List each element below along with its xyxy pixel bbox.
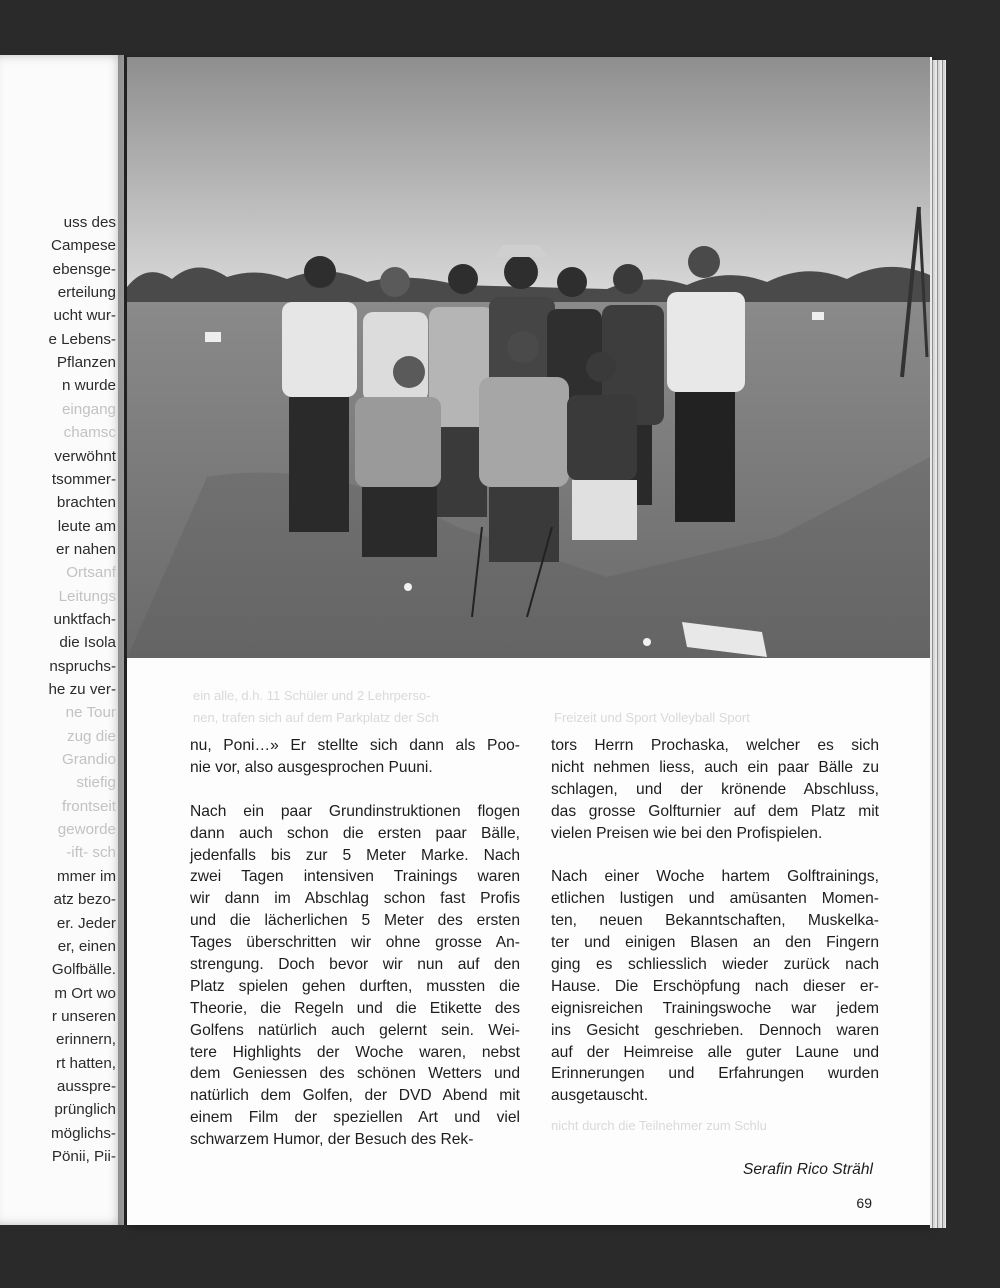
text-line: Golfens natürlich auch gelernt sein. Wei-: [190, 1021, 520, 1039]
left-page-text-line: chamsc: [63, 424, 116, 442]
left-page-text-line: möglichs-: [51, 1124, 116, 1142]
left-page-text-line: atz bezo-: [53, 891, 116, 909]
left-page-text-line: ne Tour: [65, 704, 116, 722]
text-line: nu, Poni…» Er stellte sich dann als Poo-: [190, 737, 520, 754]
text-line: etlichen lustigen und amüsanten Momen-: [551, 890, 879, 908]
article-column-2: [551, 735, 879, 1107]
text-line: ter und einigen Blasen an den Fingern: [551, 934, 879, 952]
text-line: ging es schliesslich wieder zurück nach: [551, 956, 879, 974]
text-line: natürlich dem Golfen, der DVD Abend mit: [190, 1087, 520, 1105]
golf-ball: [643, 638, 651, 646]
left-page-text-line: zug die: [67, 727, 116, 745]
author-byline: Serafin Rico Strähl: [742, 1161, 873, 1178]
left-page-text-line: erinnern,: [56, 1031, 116, 1049]
left-page-text-line: Golfbälle.: [51, 961, 116, 979]
left-page-text-line: frontseit: [61, 797, 116, 815]
text-line: schwarzem Humor, der Besuch des Rek-: [190, 1131, 474, 1149]
text-line: nie vor, also ausgesprochen Puuni.: [190, 758, 433, 776]
text-line: Hause. Die Erschöpfung nach dieser er-: [551, 977, 879, 995]
left-page-text-line: Ortsanf: [66, 564, 116, 582]
text-line: ins Gesicht geschrieben. Dennoch waren: [551, 1021, 879, 1039]
text-line: Tages überschritten wir ohne grosse An-: [190, 934, 520, 952]
text-line: Nach ein paar Grundinstruktionen flogen: [190, 802, 520, 820]
text-line: dann auch schon die ersten paar Bälle,: [190, 824, 520, 842]
left-page-text-line: mmer im: [56, 867, 116, 885]
page-edges: [930, 60, 946, 1228]
left-page-text-line: er, einen: [57, 937, 116, 955]
left-page-text-line: Campese: [51, 237, 116, 255]
text-line: das grosse Golfturnier auf dem Platz mit: [551, 802, 879, 820]
left-page-text-line: -ift- sch: [66, 844, 116, 862]
article-column-1: [190, 735, 520, 1151]
left-page-text-line: unktfach-: [53, 610, 116, 628]
left-page-text-line: prünglich: [54, 1101, 116, 1119]
left-page-text-line: geworde: [57, 821, 116, 839]
text-line: zwei Tagen intensiven Trainings waren: [190, 868, 520, 886]
tee-marker: [812, 312, 824, 320]
text-line: tere Highlights der Woche waren, nebst: [190, 1043, 520, 1061]
bleed-through-text: ein alle, d.h. 11 Schüler und 2 Lehrperso-: [193, 688, 431, 703]
golf-ball: [404, 583, 412, 591]
left-page-text-line: r unseren: [51, 1007, 116, 1025]
left-page-text-line: rt hatten,: [56, 1054, 116, 1072]
text-line: einem Film der speziellen Art und viel: [190, 1109, 520, 1127]
bleed-through-text: nicht durch die Teilnehmer zum Schlu: [551, 1118, 767, 1133]
text-line: ten, neuen Bekanntschaften, Muskelka-: [551, 912, 879, 930]
text-line: Nach einer Woche hartem Golftrainings,: [551, 868, 879, 886]
text-line: ausgetauscht.: [551, 1087, 649, 1105]
left-page-text-line: verwöhnt: [54, 447, 116, 465]
left-page-text-line: Leitungs: [58, 587, 116, 605]
bleed-through-text: nen, trafen sich auf dem Parkplatz der Sch: [193, 710, 439, 725]
left-page-text-line: er nahen: [56, 540, 116, 558]
text-line: vielen Preisen wie bei den Profispielen.: [551, 824, 823, 842]
page-number: 69: [856, 1195, 872, 1211]
left-page-text-line: e Lebens-: [48, 330, 116, 348]
text-line: Platz spielen gehen durften, mussten die: [190, 977, 520, 995]
text-line: strengung. Doch bevor wir nun auf den: [190, 956, 520, 974]
left-page-text-line: ausspre-: [56, 1077, 116, 1095]
text-line: jedenfalls bis zur 5 Meter Marke. Nach: [190, 846, 520, 864]
left-page-text-line: uss des: [63, 214, 116, 231]
left-page-text-line: n wurde: [61, 377, 116, 395]
bleed-through-text: Freizeit und Sport Volleyball Sport: [554, 710, 750, 725]
text-line: dem Geniessen des schönen Wetters und: [190, 1065, 520, 1083]
group-photo: [127, 57, 930, 658]
left-page-text-line: ebensge-: [52, 260, 116, 278]
paragraph-break: [551, 844, 879, 866]
text-line: eignisreichen Trainingswoche war jedem: [551, 999, 879, 1017]
paragraph-break: [190, 779, 520, 801]
left-page-text-line: m Ort wo: [54, 984, 116, 1002]
left-page-text-line: stiefig: [76, 774, 116, 792]
left-page-text-line: Pönii, Pii-: [51, 1148, 116, 1165]
left-page-text-line: Grandio: [61, 751, 116, 769]
text-line: und die lächerlichen 5 Meter des ersten: [190, 912, 520, 930]
left-page: [0, 55, 124, 1225]
left-page-text-line: brachten: [56, 494, 116, 512]
left-page-text-line: leute am: [57, 517, 116, 535]
left-page-text-line: tsommer-: [51, 470, 116, 488]
left-page-text-line: die Isola: [59, 634, 116, 652]
text-line: tors Herrn Prochaska, welcher es sich: [551, 737, 879, 754]
text-line: Erinnerungen und Erfahrungen wurden: [551, 1065, 879, 1083]
left-page-text-line: ucht wur-: [53, 307, 116, 325]
left-page-text-line: Pflanzen: [56, 354, 116, 372]
tee-marker: [205, 332, 221, 342]
left-page-text-line: eingang: [61, 400, 116, 418]
text-line: wir dann im Abschlag schon fast Profis: [190, 890, 520, 908]
text-line: auf der Heimreise alle guter Laune und: [551, 1043, 879, 1061]
left-page-text-line: nspruchs-: [49, 657, 116, 675]
left-page-text-line: er. Jeder: [56, 914, 116, 932]
text-line: nicht nehmen liess, auch ein paar Bälle zu: [551, 758, 879, 776]
left-page-text-line: erteilung: [57, 284, 116, 302]
left-page-text-line: he zu ver-: [48, 681, 116, 698]
text-line: Theorie, die Regeln und die Etikette des: [190, 999, 520, 1017]
text-line: schlagen, und der krönende Abschluss,: [551, 780, 879, 798]
